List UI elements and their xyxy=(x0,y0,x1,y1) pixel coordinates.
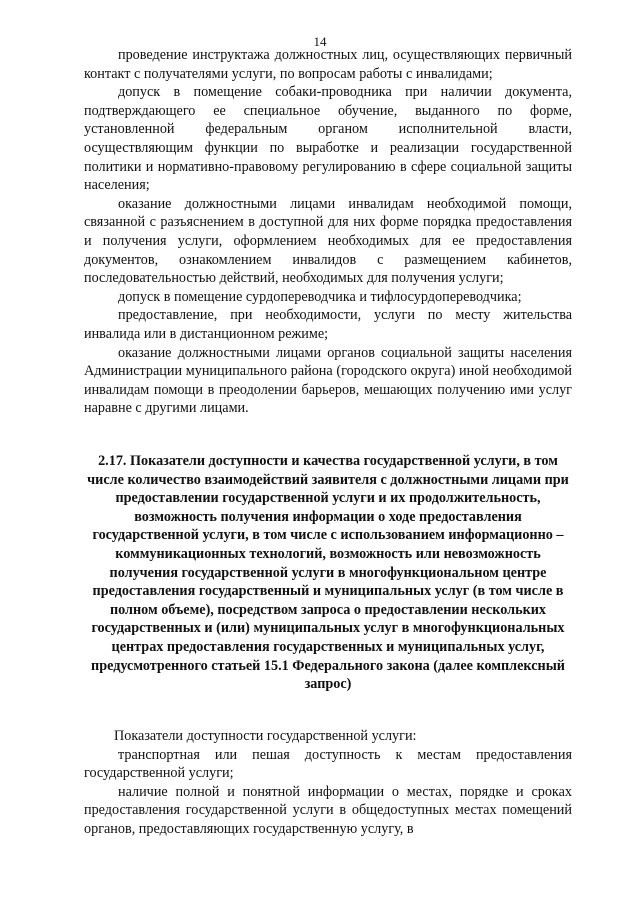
paragraph-guide-dog: допуск в помещение собаки-проводника при наличии документа, подтверждающего ее специальное обучение, выданного по форме, установленной федеральным органом исполнительной власти, осуществляющим функции по выработке и реализации государственной политики и нормативно-правовому регулированию в сфере социальной защиты населения; xyxy=(84,84,572,194)
section-heading-text: 2.17. Показатели доступности и качества государственной услуги, в том числе количество взаимодействий заявителя с должностными лицами при предоставлении государственной услуги и их продолжительность, возможность получения информации о ходе предоставления государственной услуги, в том числе с использованием информационно – коммуникационных технологий, возможность или невозможность получения государственной услуги в многофункциональном центре предоставления государственный и муниципальных услуг (в том числе в полном объеме), посредством запроса о предоставлении нескольких государственных и (или) муниципальных услуг в многофункциональных центрах предоставления государственных и муниципальных услуг, предусмотренного статьей 15.1 Федерального закона (далее комплексный запрос) xyxy=(87,453,569,693)
paragraph-briefing: проведение инструктажа должностных лиц, осуществляющих первичный контакт с получателями услуги, по вопросам работы с инвалидами; xyxy=(84,47,572,82)
body-text xyxy=(84,46,572,418)
paragraph-information: наличие полной и понятной информации о местах, порядке и сроках предоставления государственной услуги в общедоступных местах помещений органов, предоставляющих государственную услугу, в xyxy=(84,783,572,837)
paragraph-transport: транспортная или пешая доступность к местам предоставления государственной услуги; xyxy=(84,746,572,782)
page-number: 14 xyxy=(313,34,327,49)
section-heading xyxy=(84,452,572,694)
paragraph-assistance: оказание должностными лицами инвалидам необходимой помощи, связанной с разъяснением в доступной для них форме порядка предоставления и получения услуги, оформлением необходимых для ее предоставления документов, ознакомлением инвалидов с размещением кабинетов, последовательностью действий, необходимых для получения услуги; xyxy=(84,195,572,287)
paragraph-sign-interpreter: допуск в помещение сурдопереводчика и тифлосурдопереводчика; xyxy=(118,288,522,305)
lower-text xyxy=(84,727,572,839)
paragraph-social-protection: оказание должностными лицами органов социальной защиты населения Администрации муниципального района (городского округа) иной необходимой инвалидам помощи в преодолении барьеров, мешающих получению ими услуг наравне с другими лицами. xyxy=(84,344,572,417)
paragraph-accessibility-title: Показатели доступности государственной услуги: xyxy=(114,728,417,744)
paragraph-remote-service: предоставление, при необходимости, услуги по месту жительства инвалида или в дистанционном режиме; xyxy=(84,307,572,342)
